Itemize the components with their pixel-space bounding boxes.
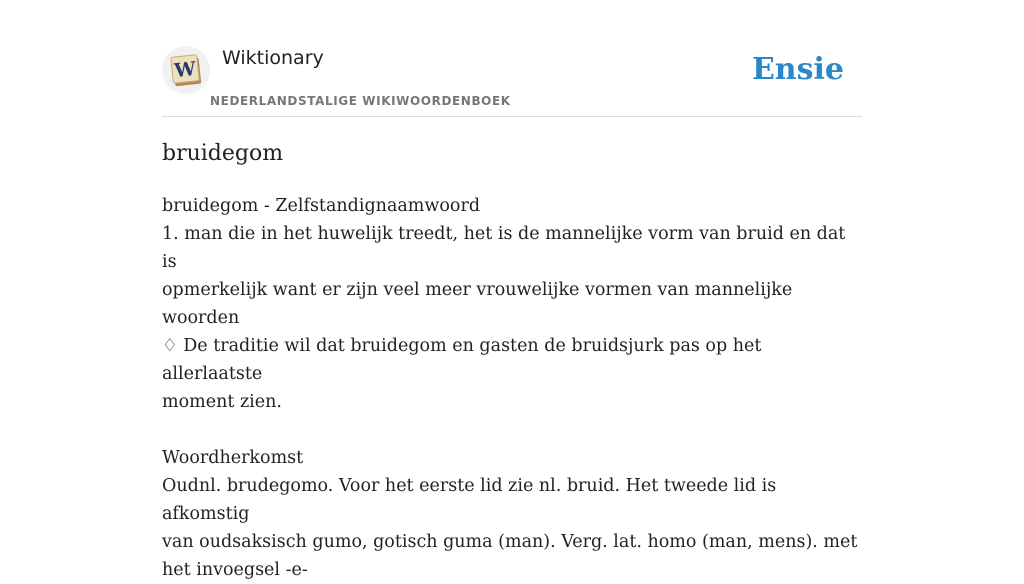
entry-card xyxy=(162,0,862,580)
entry-title: bruidegom xyxy=(162,141,284,166)
logo-letter: W xyxy=(173,57,197,83)
ensie-brand-link[interactable]: Ensie xyxy=(751,52,844,87)
definition-line: 1. man die in het huwelijk treedt, het is de mannelijke vorm van bruid en dat is xyxy=(162,224,846,272)
etymology-heading: Woordherkomst xyxy=(162,448,304,468)
site-subtitle: NEDERLANDSTALIGE WIKIWOORDENBOEK xyxy=(210,94,511,108)
example-line: moment zien. xyxy=(162,392,282,412)
wiktionary-logo[interactable] xyxy=(162,46,210,94)
wiktionary-tile-icon xyxy=(166,50,206,90)
etymology-line: van oudsaksisch gumo, gotisch guma (man). Verg. lat. homo (man, mens). met xyxy=(162,532,858,552)
etymology-line: Oudnl. brudegomo. Voor het eerste lid zie nl. bruid. Het tweede lid is afkomstig xyxy=(162,476,777,524)
entry-content xyxy=(162,192,862,584)
site-header xyxy=(162,40,862,117)
part-of-speech-line: bruidegom - Zelfstandignaamwoord xyxy=(162,196,481,216)
section-spacer xyxy=(162,416,862,444)
site-name[interactable]: Wiktionary xyxy=(222,47,324,69)
definition-line: opmerkelijk want er zijn veel meer vrouwelijke vormen van mannelijke woorden xyxy=(162,280,793,328)
etymology-line: het invoegsel -e- xyxy=(162,560,308,580)
example-line: ♢ De traditie wil dat bruidegom en gasten de bruidsjurk pas op het allerlaatste xyxy=(162,336,762,384)
